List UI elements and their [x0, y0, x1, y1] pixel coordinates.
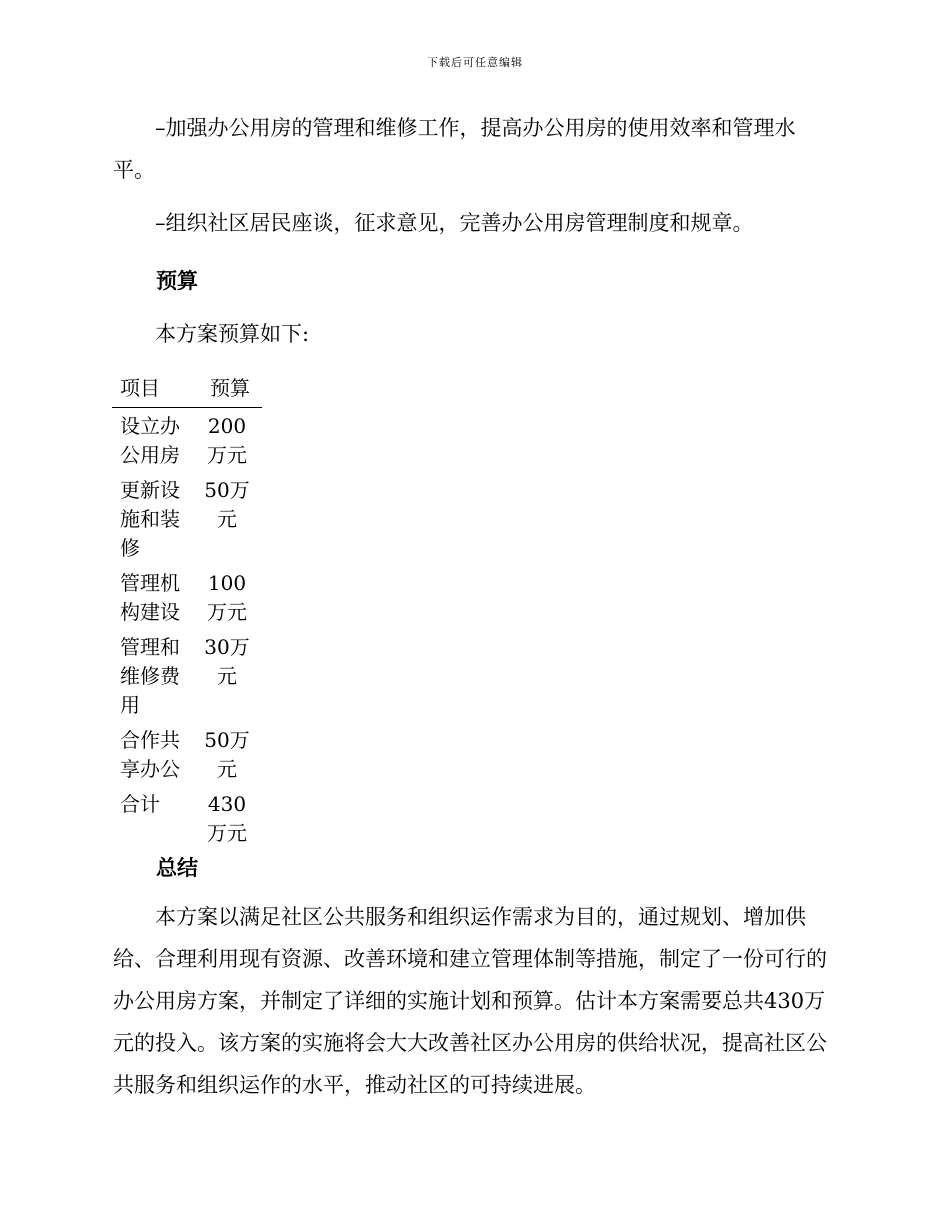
budget-amount: 30万元	[204, 635, 250, 688]
budget-intro: 本方案预算如下:	[155, 322, 310, 346]
summary-heading: 总结	[156, 856, 198, 880]
budget-amount: 200万元	[207, 414, 247, 467]
budget-item: 管理机构建设	[120, 571, 180, 624]
table-row	[112, 565, 262, 629]
budget-heading: 预算	[156, 269, 198, 293]
budget-item: 设立办公用房	[120, 414, 180, 467]
page-header: 下载后可任意编辑	[427, 56, 523, 69]
bullet-management-maintenance: –加强办公用房的管理和维修工作，提高办公用房的使用效率和管理水平。	[113, 116, 796, 182]
budget-amount: 100万元	[207, 571, 247, 624]
bullet-resident-meeting: –组织社区居民座谈，征求意见，完善办公用房管理制度和规章。	[155, 211, 754, 235]
table-row	[112, 408, 262, 473]
column-header-amount: 预算	[194, 372, 262, 408]
budget-amount: 50万元	[204, 728, 250, 781]
table-row	[112, 472, 262, 565]
column-header-item: 项目	[112, 372, 194, 408]
table-row-total	[112, 786, 262, 850]
budget-item: 管理和维修费用	[120, 635, 180, 717]
table-row	[112, 722, 262, 786]
budget-item: 更新设施和装修	[120, 478, 180, 560]
budget-item-total: 合计	[120, 792, 160, 816]
budget-item: 合作共享办公	[120, 728, 180, 781]
summary-paragraph: 本方案以满足社区公共服务和组织运作需求为目的，通过规划、增加供给、合理利用现有资源、改善环境和建立管理体制等措施，制定了一份可行的办公用房方案，并制定了详细的实施计划和预算。估计本方案需要总共430万元的投入。该方案的实施将会大大改善社区办公用房的供给状况，提高社区公共服务和组织运作的水平，推动社区的可持续进展。	[113, 905, 827, 1097]
budget-table-header-row	[112, 372, 262, 408]
budget-amount-total: 430万元	[207, 792, 247, 845]
budget-amount: 50万元	[204, 478, 250, 531]
budget-table	[112, 372, 262, 850]
table-row	[112, 629, 262, 722]
